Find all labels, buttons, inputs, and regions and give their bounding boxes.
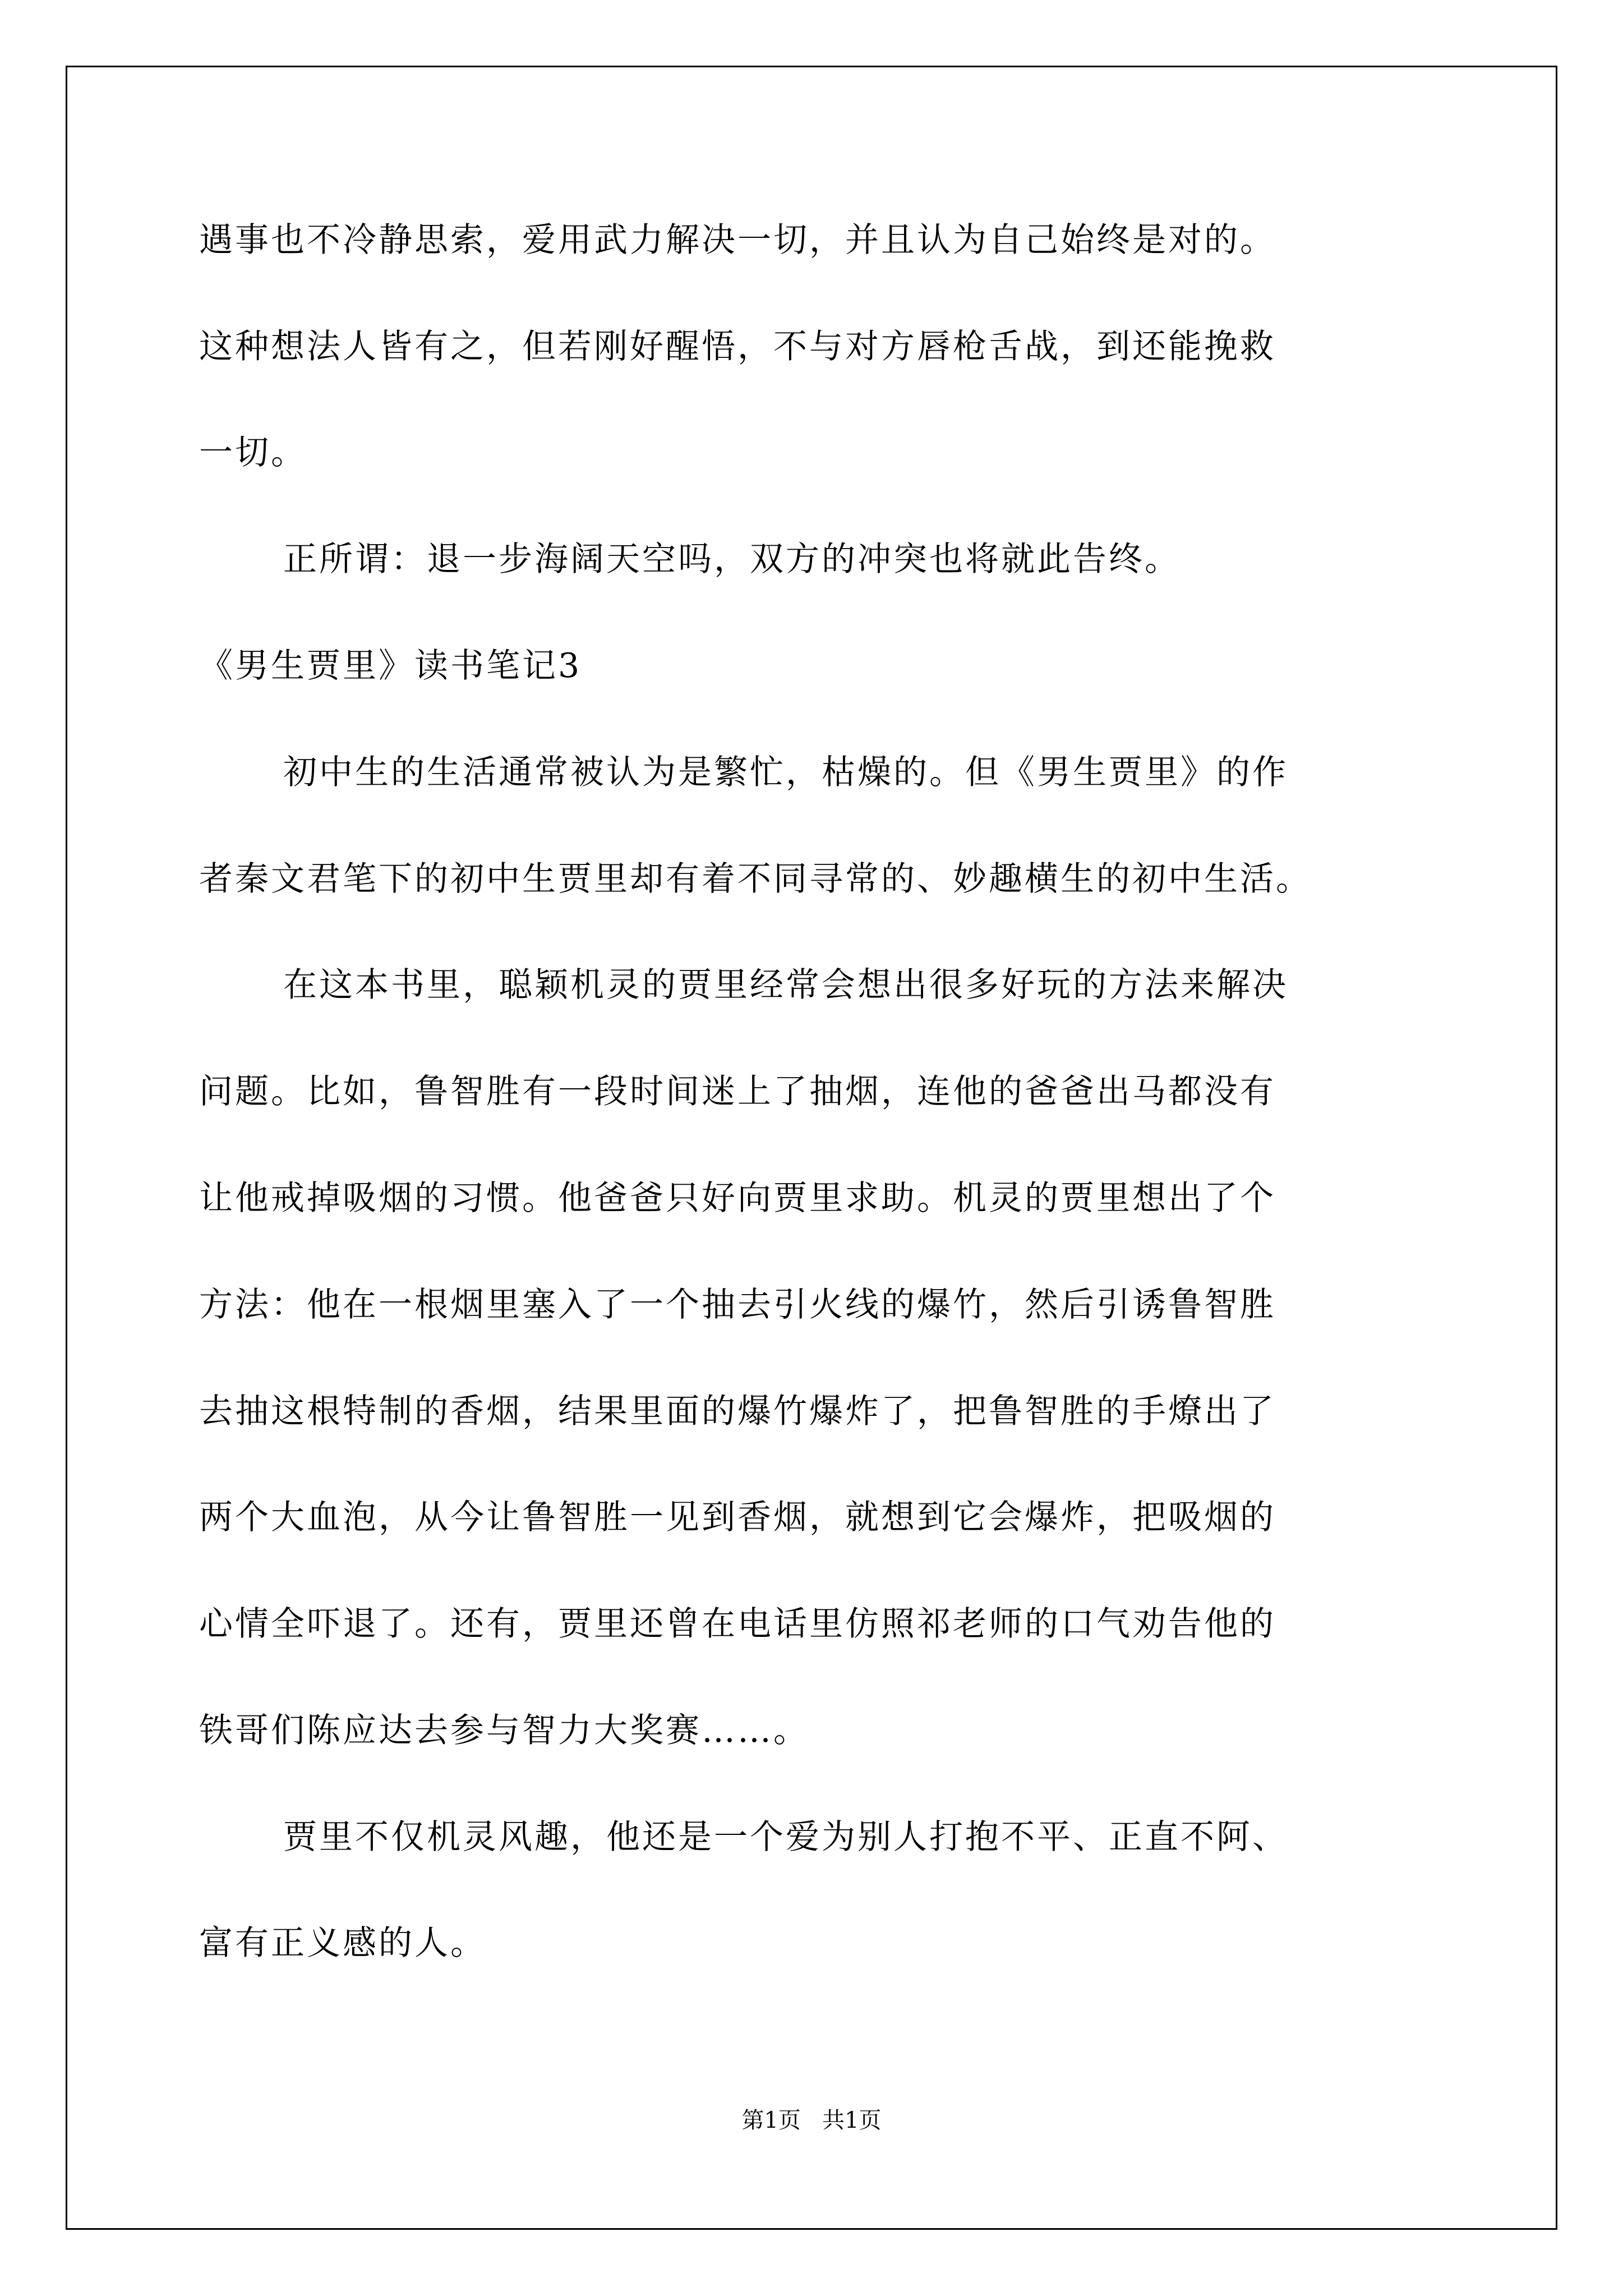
text-line: 正所谓：退一步海阔天空吗，双方的冲突也将就此告终。	[283, 540, 1181, 579]
page-number-footer: 第1页 共1页	[741, 2108, 882, 2133]
text-line: 铁哥们陈应达去参与智力大奖赛……。	[199, 1711, 809, 1750]
text-line: 问题。比如，鲁智胜有一段时间迷上了抽烟，连他的爸爸出马都没有	[199, 1072, 1276, 1111]
text-line: 初中生的生活通常被认为是繁忙，枯燥的。但《男生贾里》的作	[283, 753, 1288, 792]
text-line: 两个大血泡，从今让鲁智胜一见到香烟，就想到它会爆炸，把吸烟的	[199, 1498, 1276, 1537]
text-line: 这种想法人皆有之，但若刚好醒悟，不与对方唇枪舌战，到还能挽救	[199, 327, 1276, 366]
page-border	[66, 66, 1557, 2230]
text-line: 方法：他在一根烟里塞入了一个抽去引火线的爆竹，然后引诱鲁智胜	[199, 1285, 1276, 1324]
text-line: 在这本书里，聪颖机灵的贾里经常会想出很多好玩的方法来解决	[283, 965, 1288, 1005]
text-line: 让他戒掉吸烟的习惯。他爸爸只好向贾里求助。机灵的贾里想出了个	[199, 1179, 1276, 1218]
text-line: 遇事也不冷静思索，爱用武力解决一切，并且认为自己始终是对的。	[199, 220, 1276, 260]
text-line: 一切。	[199, 433, 307, 472]
text-line: 去抽这根特制的香烟，结果里面的爆竹爆炸了，把鲁智胜的手燎出了	[199, 1392, 1276, 1431]
text-line: 者秦文君笔下的初中生贾里却有着不同寻常的、妙趣横生的初中生活。	[199, 859, 1312, 899]
text-line: 心情全吓退了。还有，贾里还曾在电话里仿照祁老师的口气劝告他的	[199, 1604, 1276, 1644]
text-line: 富有正义感的人。	[199, 1924, 486, 1963]
section-heading: 《男生贾里》读书笔记3	[199, 646, 582, 685]
text-line: 贾里不仅机灵风趣，他还是一个爱为别人打抱不平、正直不阿、	[283, 1818, 1288, 1857]
